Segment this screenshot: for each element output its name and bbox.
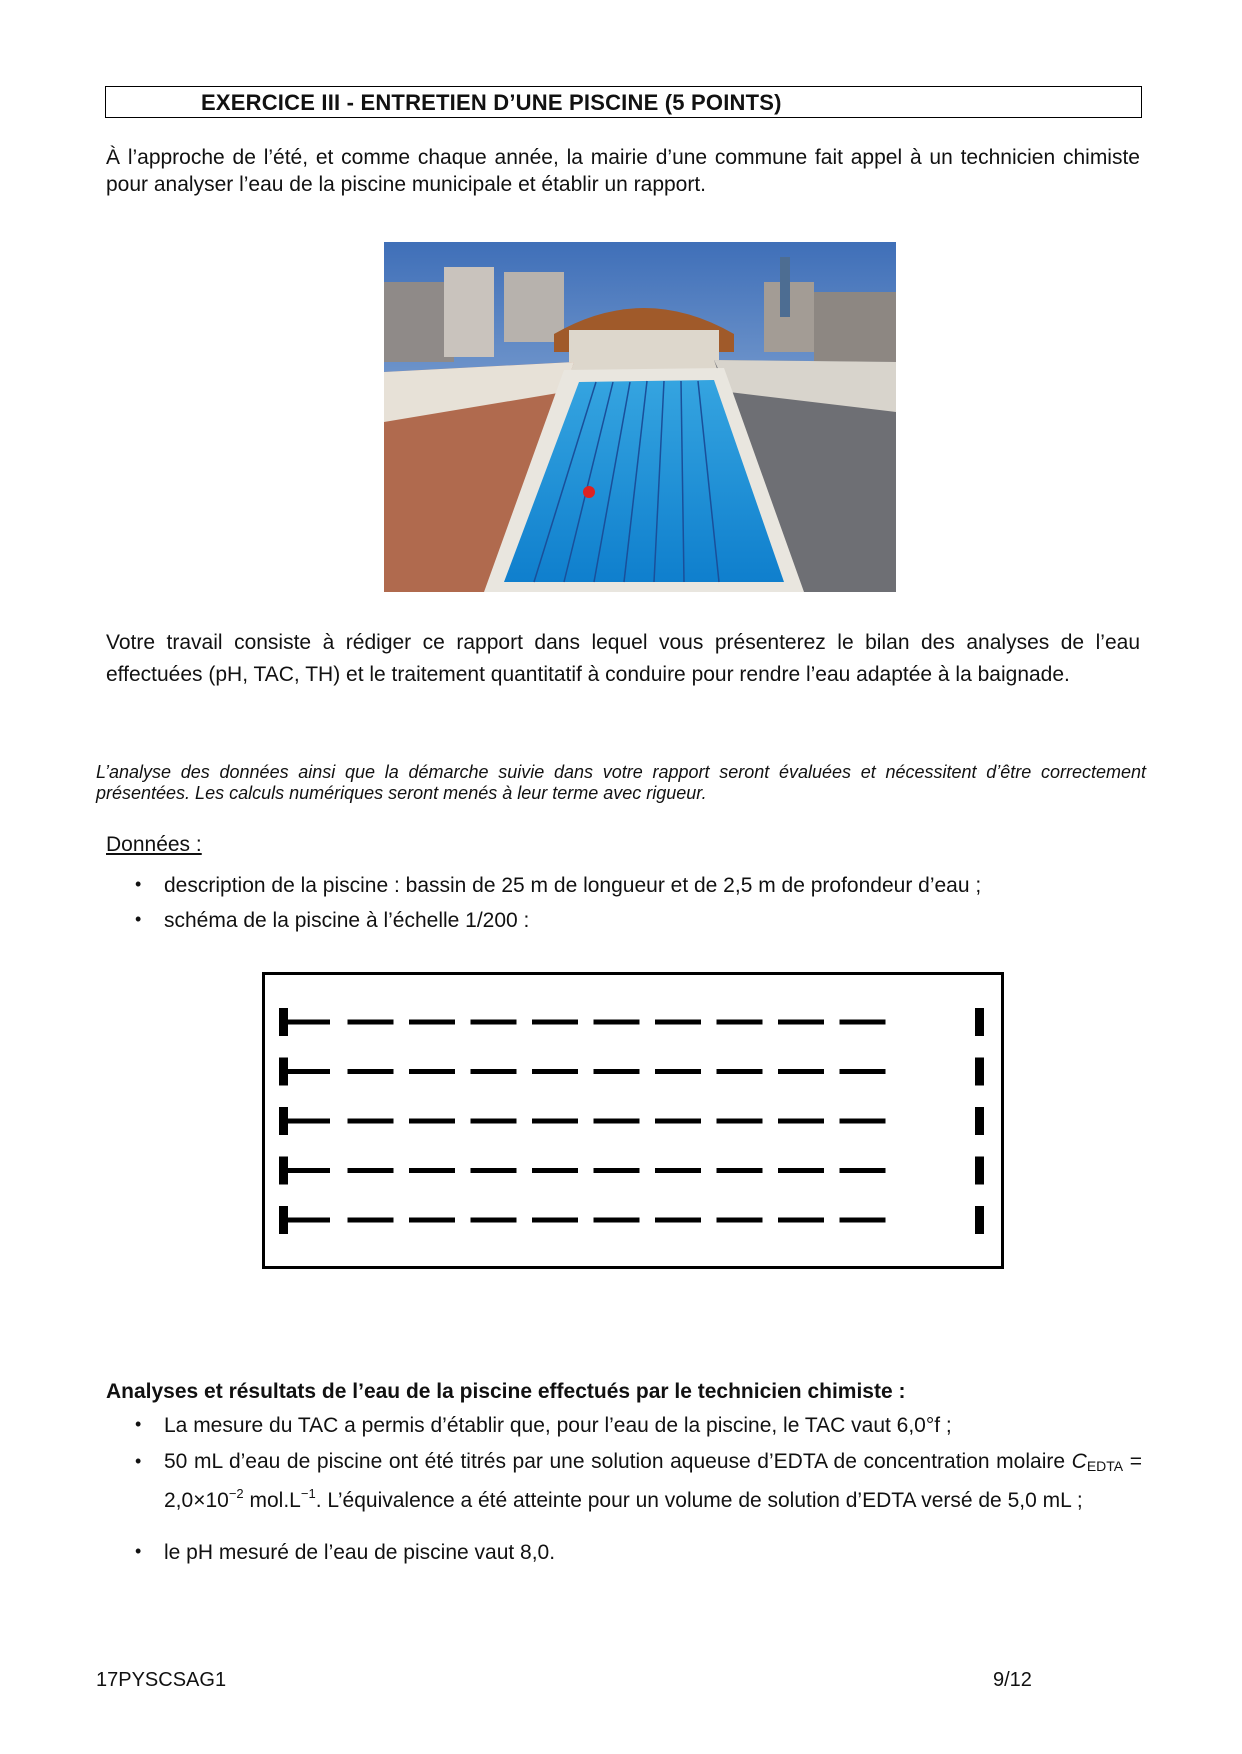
lane-line-dash: [717, 1119, 763, 1124]
evaluation-note: L’analyse des données ainsi que la démarche suivie dans votre rapport seront évaluées et nécessitent d’être correctement présentées. Les calculs numériques seront menés à leur terme avec rigueur.: [96, 762, 1146, 803]
lane-line-dash: [471, 1069, 517, 1074]
task-paragraph: Votre travail consiste à rédiger ce rapport dans lequel vous présenterez le bilan des analyses de l’eau effectuées (pH, TAC, TH) et le traitement quantitatif à conduire pour rendre l’eau adaptée à la baignade.: [106, 631, 1140, 686]
lane-end-block: [975, 1008, 984, 1036]
lane-line-dash: [594, 1069, 640, 1074]
lane-line-dash: [286, 1069, 330, 1074]
lane-line-dash: [409, 1069, 455, 1074]
pool-diagram-svg: [262, 972, 1004, 1272]
analysis-item-edta: [135, 1448, 1142, 1514]
lane-line-dash: [471, 1218, 517, 1223]
lane-line-dash: [409, 1020, 455, 1025]
lane-line-dash: [532, 1020, 578, 1025]
lane-line-dash: [532, 1218, 578, 1223]
lane-end-block: [975, 1107, 984, 1135]
lane-line-dash: [286, 1020, 330, 1025]
lane-line-dash: [778, 1069, 824, 1074]
bullet-icon: •: [135, 1541, 142, 1561]
lane-line-dash: [840, 1218, 886, 1223]
concentration-unit: mol.L: [249, 1489, 301, 1512]
data-heading: Données :: [106, 833, 202, 856]
lane-line-dash: [532, 1168, 578, 1173]
lane-line-dash: [594, 1168, 640, 1173]
analysis-text-end: . L’équivalence a été atteinte pour un volume de solution d’EDTA versé de 5,0 mL ;: [315, 1489, 1083, 1512]
lane-line-dash: [471, 1168, 517, 1173]
lane-line-dash: [717, 1168, 763, 1173]
lane-line-dash: [471, 1119, 517, 1124]
data-item-text: description de la piscine : bassin de 25 m de longueur et de 2,5 m de profondeur d’eau ;: [164, 874, 982, 897]
lane-line-dash: [286, 1218, 330, 1223]
lane-line-dash: [409, 1119, 455, 1124]
lane-line-dash: [717, 1020, 763, 1025]
lane-line-dash: [286, 1119, 330, 1124]
concentration-value: = 2,0×10: [164, 1450, 1142, 1512]
lane-line-dash: [348, 1168, 394, 1173]
lane-line-dash: [348, 1069, 394, 1074]
lane-line-dash: [594, 1119, 640, 1124]
exercise-title: EXERCICE III - ENTRETIEN D’UNE PISCINE (5 POINTS): [201, 90, 782, 115]
lane-line-dash: [471, 1020, 517, 1025]
lane-line-dash: [655, 1168, 701, 1173]
bullet-icon: •: [135, 909, 142, 929]
lane-line-dash: [840, 1119, 886, 1124]
lane-line-dash: [778, 1119, 824, 1124]
lane-line-dash: [348, 1218, 394, 1223]
lane-line-dash: [409, 1218, 455, 1223]
analysis-item-tac: [135, 1414, 1142, 1438]
analysis-text: La mesure du TAC a permis d’établir que, pour l’eau de la piscine, le TAC vaut 6,0°f ;: [164, 1414, 952, 1437]
lane-line-dash: [840, 1020, 886, 1025]
data-item-text: schéma de la piscine à l’échelle 1/200 :: [164, 909, 530, 932]
lane-line-dash: [655, 1020, 701, 1025]
lane-line-dash: [778, 1168, 824, 1173]
analysis-item-ph: [135, 1541, 556, 1565]
concentration-exponent: −2: [228, 1486, 244, 1501]
bullet-icon: •: [135, 874, 142, 894]
lane-end-block: [975, 1157, 984, 1185]
pool-diagram: [262, 972, 1004, 1272]
analyses-heading: Analyses et résultats de l’eau de la piscine effectués par le technicien chimiste :: [106, 1380, 906, 1403]
lane-line-dash: [594, 1218, 640, 1223]
lane-line-dash: [778, 1218, 824, 1223]
lane-line-dash: [655, 1119, 701, 1124]
lane-line-dash: [717, 1218, 763, 1223]
bullet-icon: •: [135, 1414, 142, 1434]
pool-photo: [384, 242, 896, 592]
concentration-symbol: C: [1071, 1450, 1087, 1473]
analysis-text: le pH mesuré de l’eau de piscine vaut 8,0.: [164, 1541, 556, 1564]
bullet-icon: •: [135, 1451, 142, 1471]
lane-line-dash: [532, 1119, 578, 1124]
lane-line-dash: [840, 1168, 886, 1173]
lane-line-dash: [655, 1069, 701, 1074]
concentration-subscript: EDTA: [1086, 1458, 1124, 1474]
lane-line-dash: [778, 1020, 824, 1025]
lane-line-dash: [594, 1020, 640, 1025]
footer-code: 17PYSCSAG1: [96, 1669, 227, 1691]
lane-line-dash: [655, 1218, 701, 1223]
data-item-1: [135, 874, 982, 898]
page-number: 9/12: [993, 1669, 1032, 1691]
lane-line-dash: [717, 1069, 763, 1074]
title-box: [105, 86, 1142, 118]
lane-line-dash: [532, 1069, 578, 1074]
lane-line-dash: [409, 1168, 455, 1173]
analysis-text: 50 mL d’eau de piscine ont été titrés par une solution aqueuse d’EDTA de concentration molaire: [164, 1450, 1066, 1473]
lane-end-block: [975, 1206, 984, 1234]
lane-end-block: [975, 1058, 984, 1086]
unit-exponent: −1: [300, 1486, 316, 1501]
lane-line-dash: [286, 1168, 330, 1173]
lane-line-dash: [840, 1069, 886, 1074]
lane-line-dash: [348, 1119, 394, 1124]
lane-line-dash: [348, 1020, 394, 1025]
data-item-2: [135, 909, 530, 933]
pool-photo-illustration: [384, 242, 896, 592]
intro-paragraph: À l’approche de l’été, et comme chaque année, la mairie d’une commune fait appel à un technicien chimiste pour analyser l’eau de la piscine municipale et établir un rapport.: [106, 146, 1140, 196]
